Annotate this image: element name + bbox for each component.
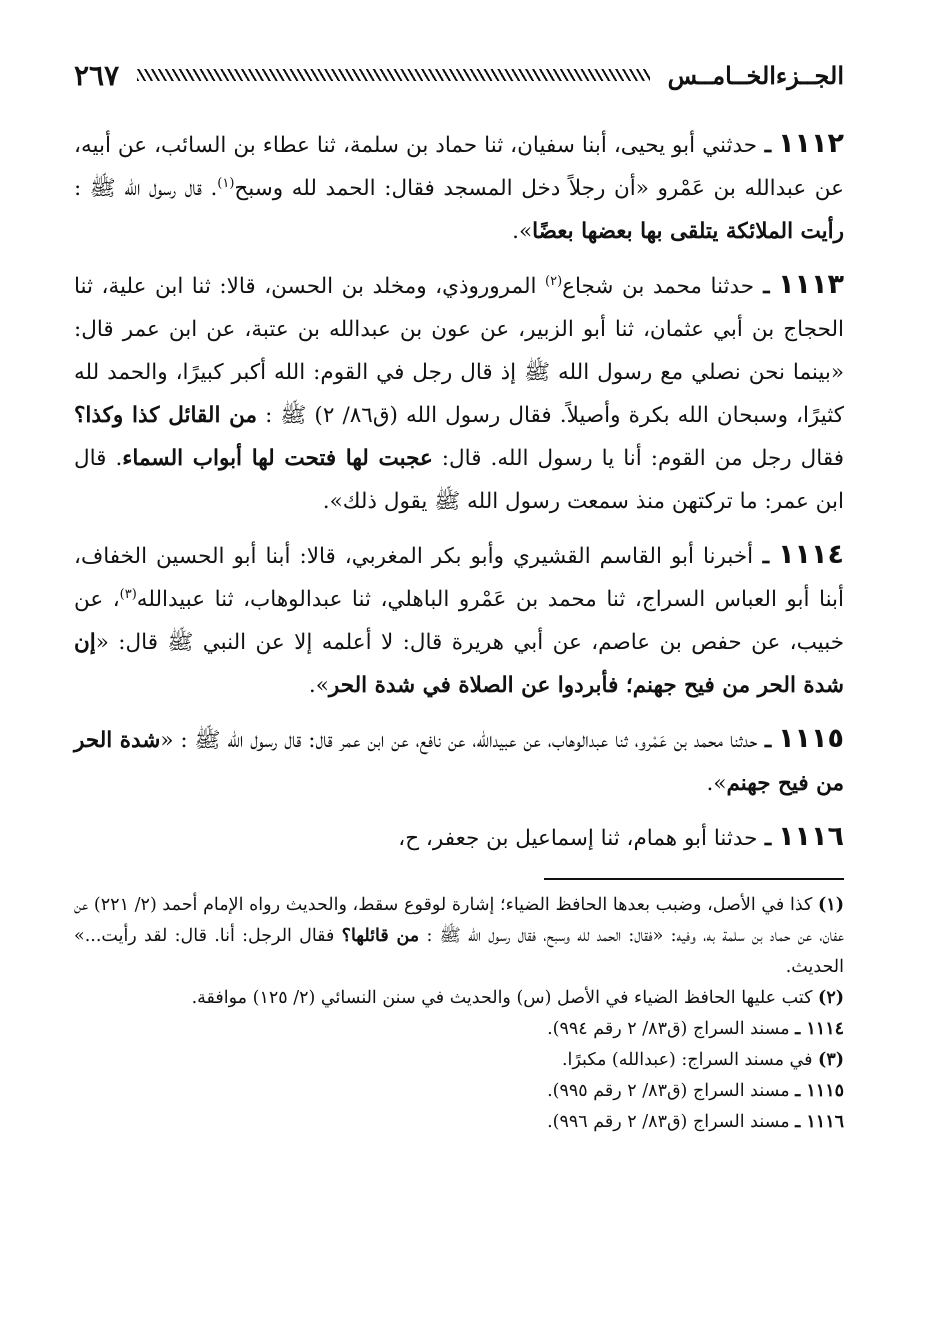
footnote-ref: (٢) [818, 988, 844, 1008]
hadith-matn: رأيت الملائكة يتلقى بها بعضها بعضًا [532, 219, 844, 244]
footnote-marker: (٢) [545, 273, 563, 289]
hadith-1113 [74, 263, 844, 523]
hadith-text: حدثنا محمد بن عَمْرو، ثنا عبدالوهاب، عن عبيدالله، عن نافع، عن ابن عمر قال: قال رسول الله ﷺ : « [160, 728, 758, 753]
footnote-ref: ١١١٥ ـ [795, 1081, 844, 1101]
hadith-number: ١١١٤ [778, 539, 844, 570]
hadith-text: فقال رجل من القوم: أنا يا رسول الله. قال: [432, 446, 844, 471]
footnote-marker: (١) [217, 175, 235, 191]
hadith-matn: إن شدة الحر من فيح جهنم؛ فأبردوا عن الصلاة في شدة الحر [74, 630, 844, 698]
footnote-ref: ١١١٤ ـ [795, 1019, 844, 1039]
footnote-ref: ١١١٦ ـ [795, 1112, 844, 1132]
hadith-dash: ـ [753, 544, 770, 569]
hadith-matn: شدة الحر من فيح جهنم [74, 728, 844, 796]
hadith-dash: ـ [757, 133, 772, 158]
footnote-item [74, 1014, 844, 1045]
footnote-marker: (٣) [119, 586, 137, 602]
footnotes [74, 890, 844, 1138]
footnote-item [74, 1045, 844, 1076]
hadith-matn: عجبت لها فتحت لها أبواب السماء [122, 446, 433, 471]
hadith-1112 [74, 122, 844, 253]
hadith-number: ١١١٦ [778, 821, 844, 852]
hadith-text: ». [706, 771, 727, 796]
hadith-1115 [74, 717, 844, 805]
footnote-text: فقال الرجل: أنا. قال: لقد رأيت...» الحديث. [74, 926, 844, 977]
hadith-1116 [74, 815, 844, 860]
hadith-number: ١١١٣ [778, 269, 844, 300]
page-header [74, 50, 844, 100]
hadith-text: المروروذي، ومخلد بن الحسن، قالا: ثنا ابن علية، ثنا الحجاج بن أبي عثمان، ثنا أبو الزبير، عن عون بن عبدالله بن عتبة، عن ابن عمر قال: «بينما نحن نصلي مع رسول الله ﷺ إذ قال رجل في القوم: الله أكبر كبيرًا، والحمد لله كثيرًا، وسبحان الله بكرة وأصيلاً. فقال رسول الله (ق٨٦/ ٢) ﷺ : [74, 274, 845, 428]
footnote-ref: (٣) [818, 1050, 844, 1070]
page-body [74, 122, 844, 860]
hadith-text: حدثني أبو يحيى، أبنا سفيان، ثنا حماد بن سلمة، ثنا عطاء بن السائب، عن أبيه، عن عبدالله بن عَمْرو «أن رجلاً دخل المسجد فقال: الحمد لله وسبح [74, 133, 844, 201]
footnote-separator [544, 878, 844, 880]
footnote-item [74, 890, 844, 983]
hadith-text: حدثنا محمد بن شجاع [562, 274, 755, 299]
footnote-bold: من قائلها؟ [341, 926, 420, 946]
part-title: الجــزءالخــامــس [667, 60, 844, 90]
hadith-text: أخبرنا أبو القاسم القشيري وأبو بكر المغربي، قالا: أبنا أبو الحسين الخفاف، أبنا أبو العباس السراج، ثنا محمد بن عَمْرو الباهلي، ثنا عبدالوهاب، ثنا عبيدالله [74, 544, 845, 612]
book-page [74, 50, 844, 1330]
hadith-text: . قال ابن عمر: ما تركتهن منذ سمعت رسول الله ﷺ يقول ذلك». [74, 446, 844, 514]
footnote-text: مسند السراج (ق٨٣/ ٢ رقم ٩٩٦). [547, 1112, 796, 1132]
header-rule [137, 69, 649, 81]
footnote-item [74, 983, 844, 1014]
footnote-text: كتب عليها الحافظ الضياء في الأصل (س) والحديث في سنن النسائي (٢/ ١٢٥) موافقة. [191, 988, 819, 1008]
hadith-number: ١١١٥ [778, 723, 844, 754]
hadith-dash: ـ [757, 826, 772, 851]
hadith-dash: ـ [757, 728, 772, 753]
footnote-ref: (١) [818, 895, 844, 915]
footnote-item [74, 1076, 844, 1107]
hadith-text: حدثنا أبو همام، ثنا إسماعيل بن جعفر، ح، [398, 826, 758, 851]
footnote-text: مسند السراج (ق٨٣/ ٢ رقم ٩٩٤). [547, 1019, 796, 1039]
hadith-number: ١١١٢ [778, 128, 844, 159]
footnote-text: كذا في الأصل، وضبب بعدها الحافظ الضياء؛ إشارة لوقوع سقط، والحديث رواه الإمام أحمد (٢/ ٢٢١) عن عفان، عن حماد بن سلمة به، وفيه: «فقال: الحمد لله وسبح، فقال رسول الله ﷺ : [74, 895, 844, 946]
hadith-1114 [74, 533, 844, 707]
footnote-text: مسند السراج (ق٨٣/ ٢ رقم ٩٩٥). [547, 1081, 796, 1101]
hadith-text: ، عن خبيب، عن حفص بن عاصم، عن أبي هريرة قال: لا أعلمه إلا عن النبي ﷺ قال: « [74, 587, 844, 655]
hadith-text: ». [308, 673, 329, 698]
hadith-text: . قال رسول الله ﷺ : [74, 176, 218, 201]
footnote-item [74, 1107, 844, 1138]
hadith-matn: من القائل كذا وكذا؟ [74, 403, 258, 428]
footnote-text: في مسند السراج: (عبدالله) مكبرًا. [561, 1050, 819, 1070]
hadith-dash: ـ [754, 274, 770, 299]
page-number: ٢٦٧ [74, 58, 120, 92]
hadith-text: ». [512, 219, 533, 244]
